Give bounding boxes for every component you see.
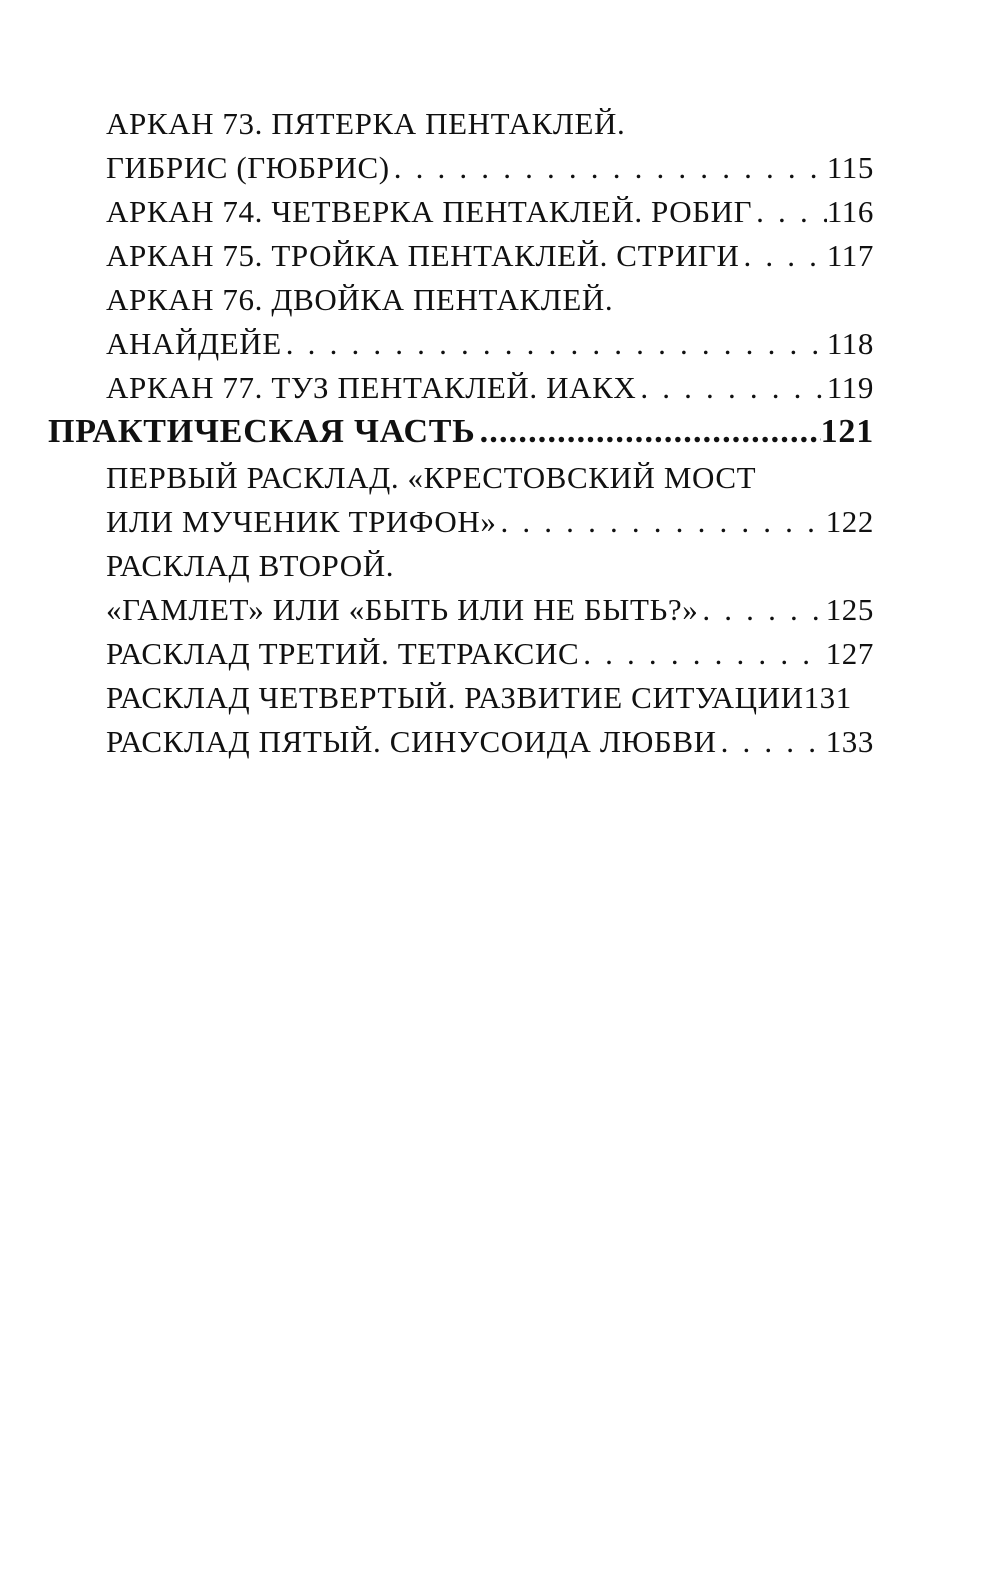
toc-entry-arcana-74[interactable] [106,192,874,236]
toc-entry-arcana-75[interactable] [106,236,874,280]
toc-entry-text: АРКАН 74. ЧЕТВЕРКА ПЕНТАКЛЕЙ. РОБИГ [106,194,753,229]
toc-page-number: 116 [826,194,874,229]
toc-entry-spread-5[interactable] [106,722,874,766]
toc-page-number: 115 [826,150,874,185]
dot-leader [636,368,827,408]
dot-leader [579,634,825,674]
toc-entry-text: РАСКЛАД ТРЕТИЙ. ТЕТРАКСИС [106,636,580,671]
dot-leader [739,236,826,276]
toc-entry-text: АРКАН 76. ДВОЙКА ПЕНТАКЛЕЙ. [106,282,614,317]
toc-entry-arcana-76[interactable] [106,324,874,368]
toc-page-number: 133 [825,724,874,759]
toc-entry-text: АРКАН 73. ПЯТЕРКА ПЕНТАКЛЕЙ. [106,106,626,141]
toc-page-number: 117 [826,238,874,273]
dot-leader [698,590,825,630]
toc-entry-spread-3[interactable] [106,634,874,678]
toc-entry-arcana-73[interactable] [106,148,874,192]
toc-entry-text: ИЛИ МУЧЕНИК ТРИФОН» [106,504,497,539]
toc-entry-text: РАСКЛАД ЧЕТВЕРТЫЙ. РАЗВИТИЕ СИТУАЦИИ [106,680,804,715]
dot-leader [476,412,821,452]
dot-leader [390,148,827,188]
dot-leader [717,722,826,762]
toc-entry-arcana-76-title [106,280,874,324]
toc-entry-arcana-73-title [106,104,874,148]
toc-entry-text: РАСКЛАД ВТОРОЙ. [106,548,395,583]
toc-entry-spread-1[interactable] [106,502,874,546]
toc-entry-arcana-77[interactable] [106,368,874,412]
dot-leader [496,502,825,542]
toc-entry-text: ГИБРИС (ГЮБРИС) [106,150,390,185]
toc-entry-text: РАСКЛАД ПЯТЫЙ. СИНУСОИДА ЛЮБВИ [106,724,717,759]
toc-entry-spread-2[interactable] [106,590,874,634]
toc-page-number: 118 [826,326,874,361]
toc-page-number: 122 [825,504,874,539]
toc-page-number: 119 [826,370,874,405]
toc-entry-spread-1-title [106,458,874,502]
toc-page-number: 131 [803,680,852,715]
toc-section-heading: ПРАКТИЧЕСКАЯ ЧАСТЬ [48,413,476,450]
toc-entry-spread-2-title [106,546,874,590]
toc-entry-text: ПЕРВЫЙ РАСКЛАД. «КРЕСТОВСКИЙ МОСТ [106,460,757,495]
toc-section-practical-part[interactable] [48,412,874,456]
toc-page-number: 121 [820,413,874,450]
toc-page-number: 125 [825,592,874,627]
dot-leader [282,324,827,364]
dot-leader [752,192,827,232]
toc-page-number: 127 [825,636,874,671]
toc-entry-text: АНАЙДЕЙЕ [106,326,282,361]
toc-entry-text: «ГАМЛЕТ» ИЛИ «БЫТЬ ИЛИ НЕ БЫТЬ?» [106,592,699,627]
toc-entry-spread-4[interactable] [106,678,896,722]
toc-entry-text: АРКАН 77. ТУЗ ПЕНТАКЛЕЙ. ИАКХ [106,370,637,405]
toc-entry-text: АРКАН 75. ТРОЙКА ПЕНТАКЛЕЙ. СТРИГИ [106,238,740,273]
